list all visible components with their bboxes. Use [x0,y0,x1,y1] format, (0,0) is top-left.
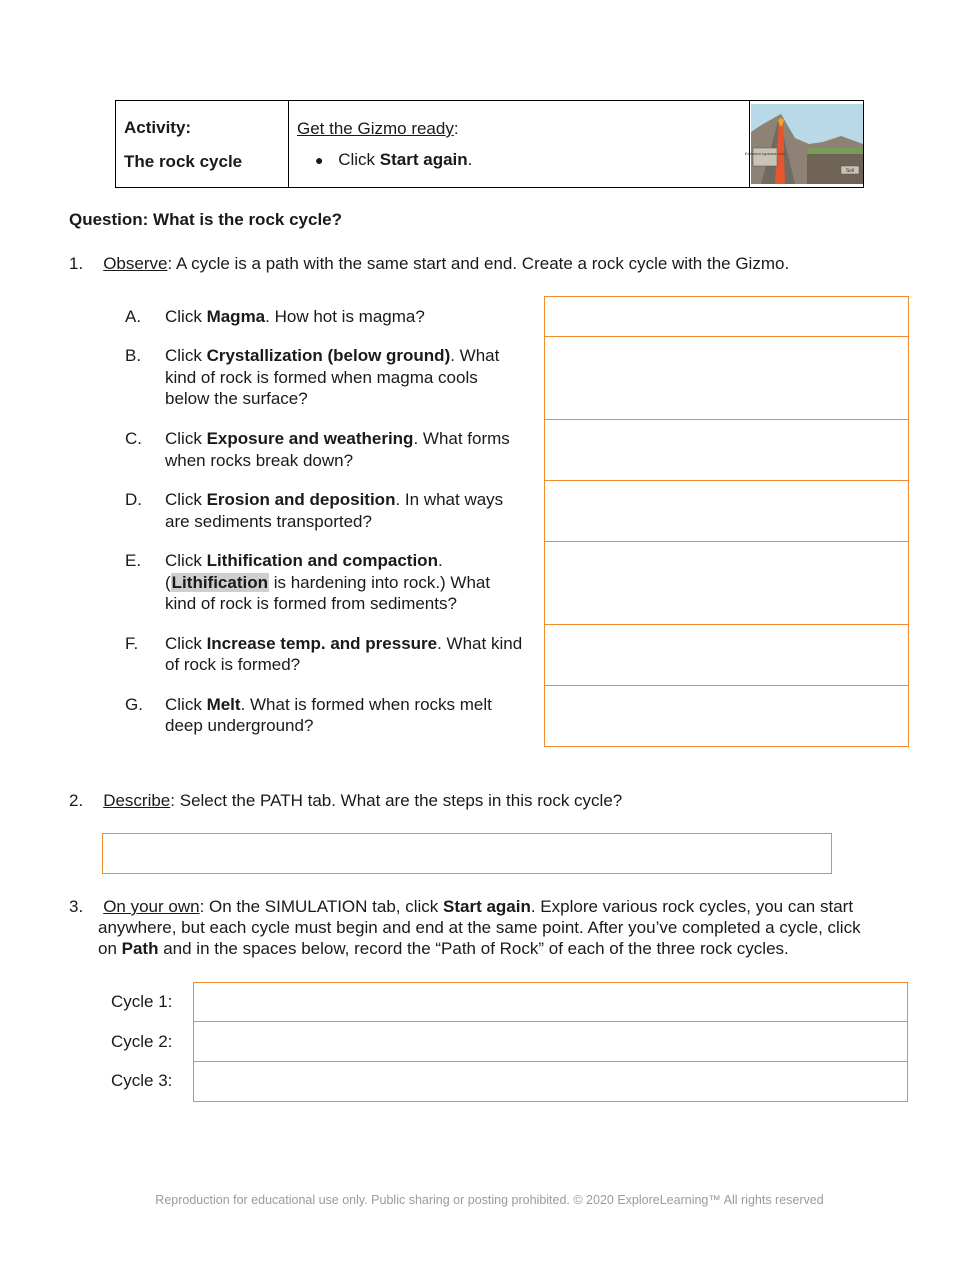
q1-prompt [69,254,789,274]
activity-header-table [115,100,864,188]
thumb-label-soil: Soil [845,168,855,174]
cycle-2-label: Cycle 2: [111,1032,173,1051]
question-heading: Question: What is the rock cycle? [69,210,343,229]
copyright-footer: Reproduction for educational use only. Public sharing or posting prohibited. © 2020 ExploreLearning™ All rights reserved [155,1193,824,1207]
gizmo-ready-cell: Get the Gizmo ready: ● Click Start again. [289,101,750,187]
answer-field-a[interactable] [545,297,908,335]
lithification-highlight: Lithification [171,573,268,592]
answer-field-d[interactable] [545,481,908,540]
answer-field-e[interactable] [545,542,908,623]
activity-name: The rock cycle [124,152,243,171]
answer-field-f[interactable] [545,625,908,684]
q2-text: : Select the PATH tab. What are the steps in this rock cycle? [170,791,623,810]
answer-field-c[interactable] [545,420,908,479]
activity-label: Activity: [124,118,192,137]
cycle-3-label: Cycle 3: [111,1071,173,1090]
gizmo-ready-heading: Get the Gizmo ready [297,119,454,138]
rock-cycle-thumbnail-image [744,104,863,184]
q3-number: 3. [69,897,84,916]
q2-number: 2. [69,791,84,810]
q2-label: Describe [103,791,171,810]
q1-text: : A cycle is a path with the same start and end. Create a rock cycle with the Gizmo. [167,254,790,273]
answer-field-b[interactable] [545,337,908,418]
q2-prompt [69,791,622,811]
gizmo-thumbnail-cell [744,101,863,187]
thumb-label-extrusive: Extrusive igneous rock [744,151,786,156]
cycle-3-field[interactable] [194,1062,907,1100]
q1-label: Observe [103,254,168,273]
q1-number: 1. [69,254,84,273]
start-again-label: Start again [379,150,468,169]
cycle-2-field[interactable] [194,1022,907,1060]
q2-answer-field[interactable] [102,833,832,874]
answer-field-g[interactable] [545,686,908,745]
cycle-1-label: Cycle 1: [111,992,173,1011]
bullet-icon: ● [315,152,324,168]
cycle-1-field[interactable] [194,983,907,1020]
activity-title-cell [116,101,289,187]
q3-label: On your own [103,897,200,916]
